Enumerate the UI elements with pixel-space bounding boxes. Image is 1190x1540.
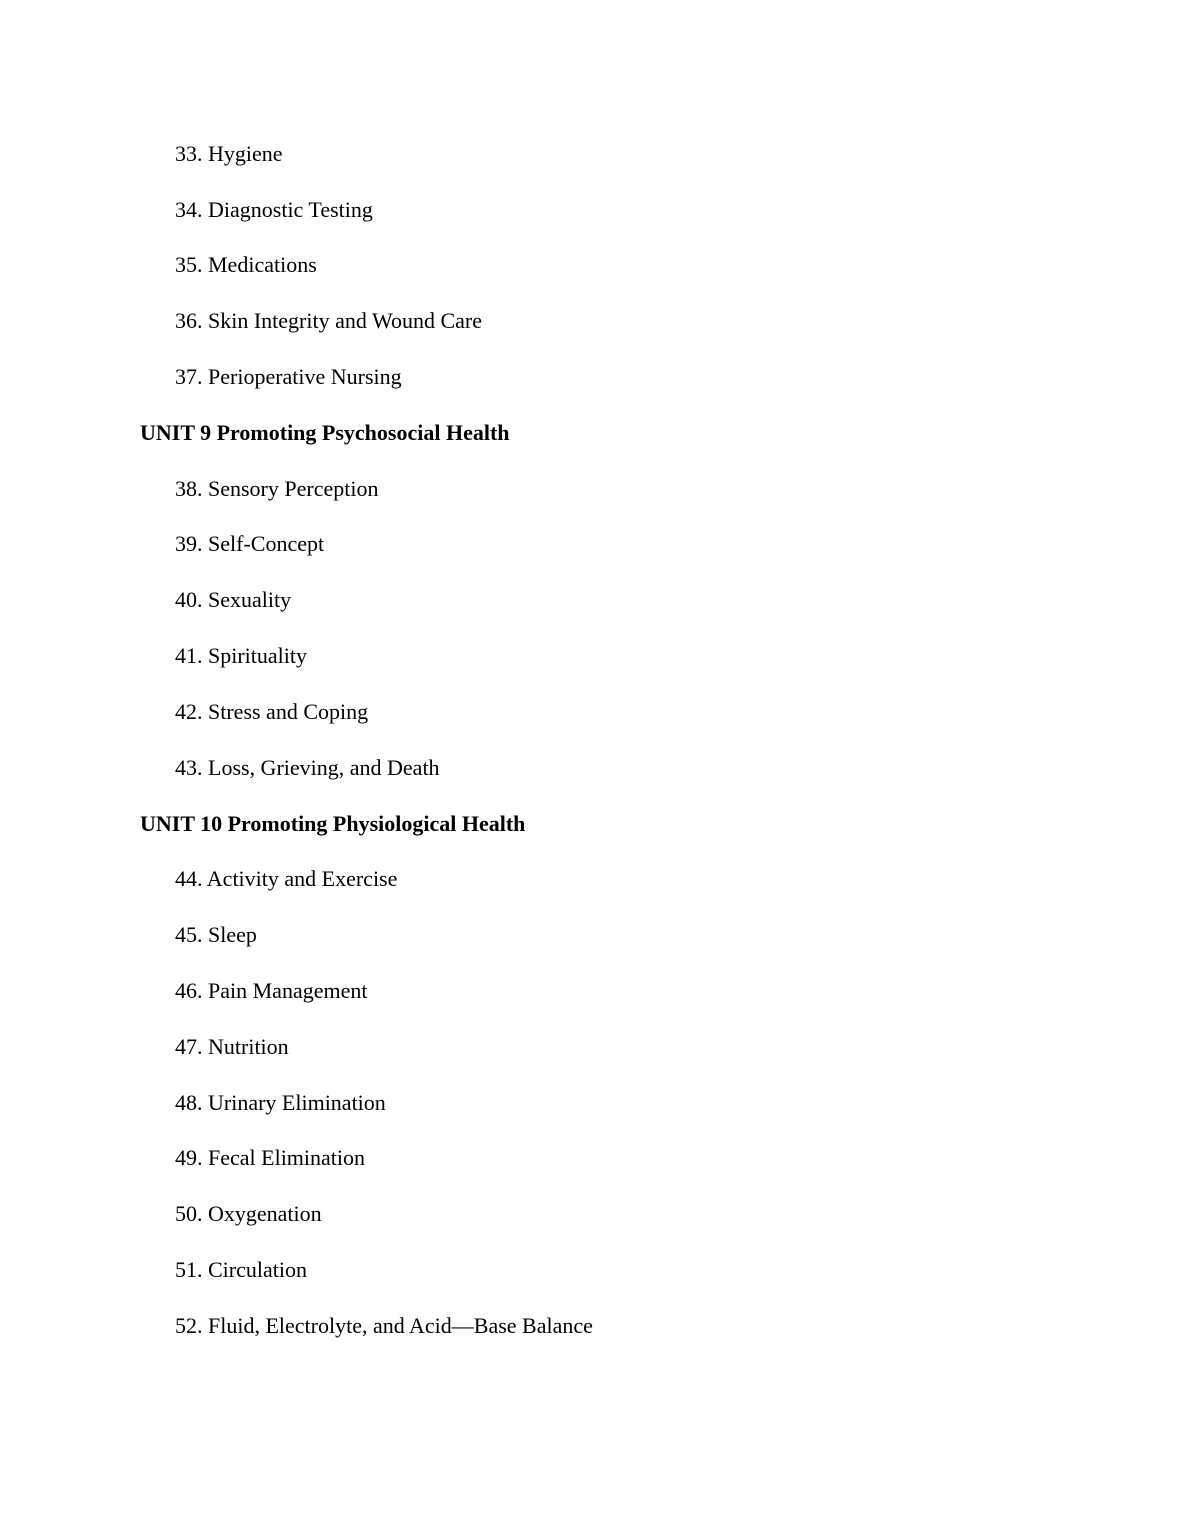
chapter-39: 39. Self-Concept [175, 531, 325, 556]
chapter-46: 46. Pain Management [175, 978, 368, 1003]
chapter-41: 41. Spirituality [175, 643, 307, 668]
chapter-48: 48. Urinary Elimination [175, 1090, 386, 1115]
chapter-37: 37. Perioperative Nursing [175, 364, 402, 389]
chapter-34: 34. Diagnostic Testing [175, 197, 373, 222]
chapter-35: 35. Medications [175, 252, 317, 277]
chapter-49: 49. Fecal Elimination [175, 1145, 366, 1170]
chapter-38: 38. Sensory Perception [175, 476, 379, 501]
chapter-44: 44. Activity and Exercise [175, 866, 398, 891]
chapter-36: 36. Skin Integrity and Wound Care [175, 308, 483, 333]
unit-10-heading: UNIT 10 Promoting Physiological Health [140, 811, 526, 836]
chapter-40: 40. Sexuality [175, 587, 292, 612]
chapter-47: 47. Nutrition [175, 1034, 289, 1059]
chapter-51: 51. Circulation [175, 1257, 307, 1282]
chapter-52: 52. Fluid, Electrolyte, and Acid—Base Balance [175, 1313, 593, 1338]
chapter-45: 45. Sleep [175, 922, 257, 947]
chapter-42: 42. Stress and Coping [175, 699, 369, 724]
chapter-43: 43. Loss, Grieving, and Death [175, 755, 440, 780]
chapter-50: 50. Oxygenation [175, 1201, 322, 1226]
unit-9-heading: UNIT 9 Promoting Psychosocial Health [140, 420, 510, 445]
chapter-33: 33. Hygiene [175, 141, 283, 166]
